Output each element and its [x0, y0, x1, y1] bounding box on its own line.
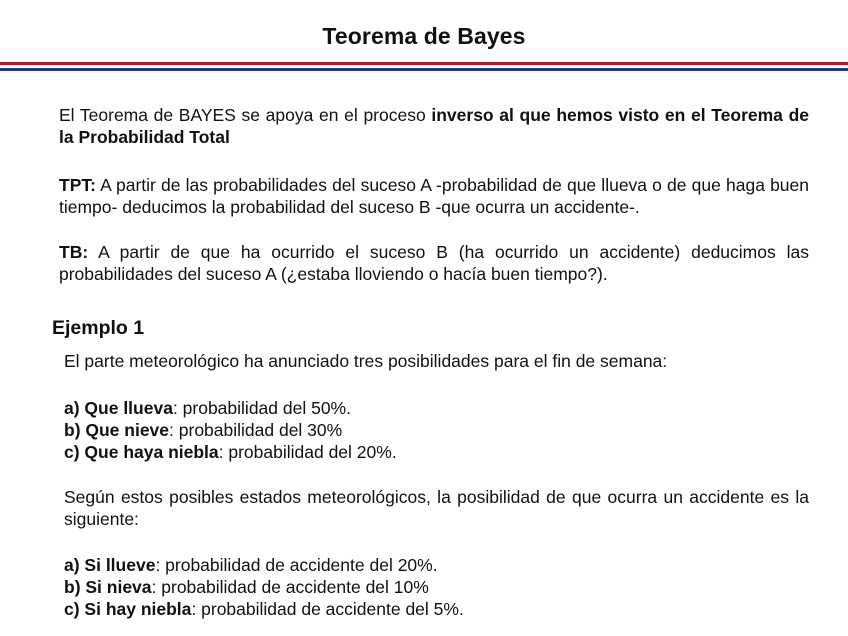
list-item-label: a) Que llueva [64, 398, 173, 418]
list-item [64, 419, 809, 441]
example-intro: El parte meteorológico ha anunciado tres posibilidades para el fin de semana: [64, 351, 668, 371]
list-item-label: c) Que haya niebla [64, 442, 219, 462]
tpt-text: A partir de las probabilidades del suceso A -probabilidad de que llueva o de que haga buen tiempo- deducimos la probabilidad del suceso B -que ocurra un accidente-. [59, 175, 809, 217]
tpt-label: TPT: [59, 175, 96, 195]
list-item-label: b) Que nieve [64, 420, 170, 440]
list-item-text: : probabilidad del 50%. [172, 398, 351, 418]
list-item [64, 576, 809, 598]
tb-paragraph [59, 241, 809, 285]
accident-list [64, 554, 809, 620]
example-text: Según estos posibles estados meteorológicos, la posibilidad de que ocurra un accidente es la siguiente: [64, 487, 809, 529]
intro-bold-text: inverso al que hemos visto en el Teorema de la Probabilidad Total [59, 105, 810, 147]
intro-paragraph [59, 104, 809, 148]
header-rule-blue [0, 68, 848, 71]
tb-label: TB: [59, 242, 89, 262]
header-rule-red [0, 62, 848, 65]
page-title: Teorema de Bayes [322, 23, 526, 49]
list-item [64, 397, 809, 419]
tb-text: A partir de que ha ocurrido el suceso B (ha ocurrido un accidente) deducimos las probabilidades del suceso A (¿estaba lloviendo o hacía buen tiempo?). [59, 242, 809, 284]
list-item [64, 598, 809, 620]
list-item [64, 441, 809, 463]
list-item-text: : probabilidad de accidente del 5%. [191, 599, 464, 619]
list-item-text: : probabilidad de accidente del 20%. [155, 555, 438, 575]
list-item-label: c) Si hay niebla [64, 599, 192, 619]
tpt-paragraph [59, 174, 809, 218]
list-item-text: : probabilidad de accidente del 10% [151, 577, 429, 597]
list-item-text: : probabilidad del 30% [169, 420, 343, 440]
list-item-label: b) Si nieva [64, 577, 152, 597]
list-item-text: : probabilidad del 20%. [218, 442, 397, 462]
list-item [64, 554, 809, 576]
weather-list [64, 397, 809, 463]
example-title: Ejemplo 1 [52, 317, 145, 339]
intro-text: El Teorema de BAYES se apoya en el proceso [59, 105, 432, 125]
list-item-label: a) Si llueve [64, 555, 156, 575]
